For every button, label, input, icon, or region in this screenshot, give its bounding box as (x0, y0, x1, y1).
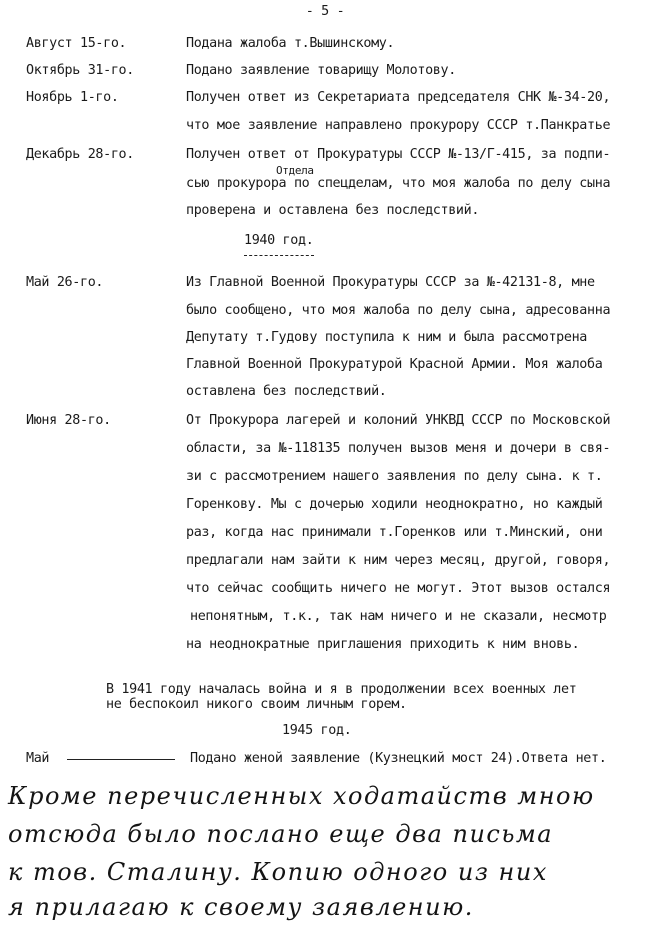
entry-text-line: проверена и оставлена без последствий. (186, 203, 480, 218)
entry-text-line: было сообщено, что моя жалоба по делу сына, адресованна (186, 303, 611, 318)
entry-date: Май 26-го. (26, 275, 104, 290)
war-note-line: В 1941 году началась война и я в продолжении всех военных лет (106, 682, 577, 697)
entry-date: Декабрь 28-го. (26, 147, 134, 162)
entry-text-line: Главной Военной Прокуратурой Красной Армии. Моя жалоба (186, 357, 603, 372)
entry-text-line: непонятным, т.к., так нам ничего и не сказали, несмотр (190, 609, 607, 624)
entry-date: Июня 28-го. (26, 413, 111, 428)
entry-text-line: Получен ответ от Прокуратуры СССР №-13/Г-415, за подпи- (186, 147, 611, 162)
entry-text-line: области, за №-118135 получен вызов меня и дочери в свя- (186, 441, 611, 456)
entry-date: Ноябрь 1-го. (26, 90, 119, 105)
war-note-line: не беспокоил никого своим личным горем. (106, 697, 407, 712)
entry-text-line: Горенкову. Мы с дочерью ходили неоднократно, но каждый (186, 497, 603, 512)
entry-text-line: сью прокурора по спецделам, что моя жалоба по делу сына (186, 176, 611, 191)
entry-text-line: что сейчас сообщить ничего не могут. Этот вызов остался (186, 581, 611, 596)
heading-underline (244, 255, 314, 256)
entry-text-line: что мое заявление направлено прокурору СССР т.Панкратье (186, 118, 611, 133)
entry-text-line: От Прокурора лагерей и колоний УНКВД СССР по Московской (186, 413, 611, 428)
entry-text-line: Из Главной Военной Прокуратуры СССР за №-42131-8, мне (186, 275, 595, 290)
dash-line (67, 759, 175, 760)
entry-text-line: Подано женой заявление (Кузнецкий мост 24).Ответа нет. (190, 751, 607, 766)
entry-text-line: на неоднократные приглашения приходить к ним вновь. (186, 637, 580, 652)
entry-date: Август 15-го. (26, 36, 127, 51)
handwritten-line: к тов. Сталину. Копию одного из них (8, 858, 548, 886)
year-heading-1945: 1945 год. (282, 723, 352, 738)
handwritten-line: Кроме перечисленных ходатайств мною (8, 782, 595, 810)
entry-text-line: зи с рассмотрением нашего заявления по делу сына. к т. (186, 469, 603, 484)
entry-text-line: оставлена без последствий. (186, 384, 387, 399)
page-number: - 5 - (305, 4, 345, 19)
typed-insertion: Отдела (276, 164, 314, 177)
entry-text-line: Подано заявление товарищу Молотову. (186, 63, 456, 78)
entry-date: Май (26, 751, 50, 766)
entry-text-line: раз, когда нас принимали т.Горенков или т.Минский, они (186, 525, 603, 540)
entry-text-line: предлагали нам зайти к ним через месяц, другой, говоря, (186, 553, 611, 568)
entry-text-line: Подана жалоба т.Вышинскому. (186, 36, 395, 51)
year-heading-1940: 1940 год. (244, 233, 314, 248)
entry-text-line: Получен ответ из Секретариата председателя СНК №-34-20, (186, 90, 611, 105)
handwritten-line: отсюда было послано еще два письма (8, 820, 554, 848)
entry-date: Октябрь 31-го. (26, 63, 134, 78)
entry-text-line: Депутату т.Гудову поступила к ним и была рассмотрена (186, 330, 588, 345)
handwritten-line: я прилагаю к своему заявлению. (8, 893, 474, 921)
